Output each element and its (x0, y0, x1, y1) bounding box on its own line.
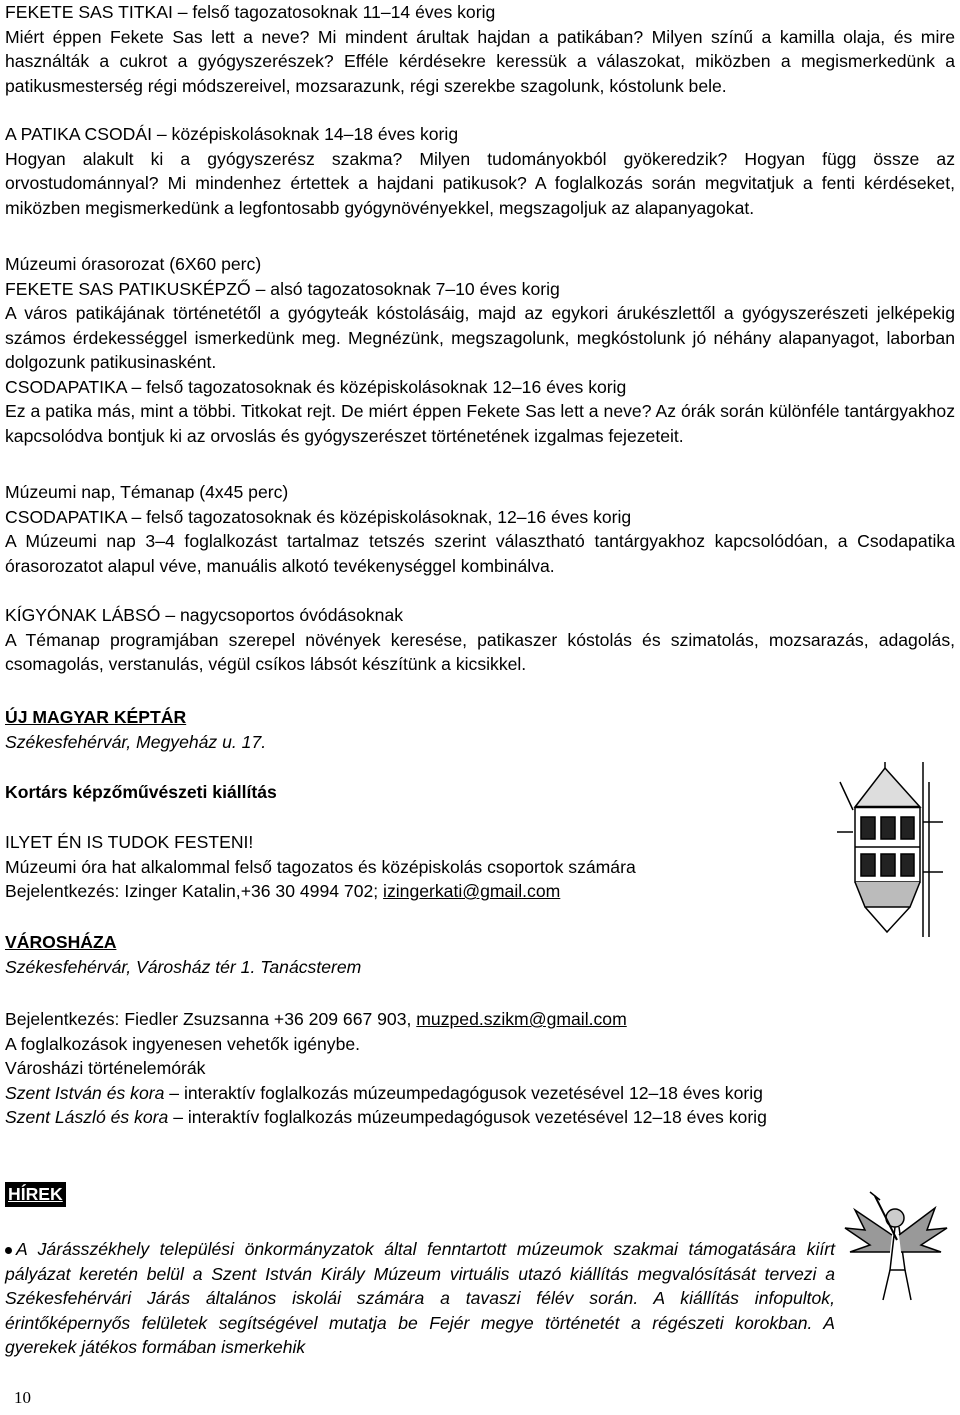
muzped-email-link[interactable]: muzped.szikm@gmail.com (416, 1009, 627, 1029)
ilyet-en-is-tudok-title: ILYET ÉN IS TUDOK FESTENI! (5, 832, 254, 852)
varoshaza-series-title: Városházi történelemórák (5, 1058, 206, 1078)
registration-label: Bejelentkezés: Izinger Katalin,+36 30 4994 702; (5, 881, 384, 901)
section-heading-a-patika-csodai: A PATIKA CSODÁI – középiskolásoknak 14–18 éves korig (5, 124, 459, 144)
section-body-fekete-sas-titkai: Miért éppen Fekete Sas lett a neve? Mi mindent árultak hajdan a patikában? Milyen színű a kamilla olaja, és mire használták a cukrot a gyógyszerészek? Efféle kérdésekre keressük a válaszokat, miközben a megismerkedünk a patikusmesterség régi módszereivel, mozsarazunk, régi szerekbe szagolunk, kóstolunk bele. (5, 26, 955, 96)
page-number: 10 (14, 1388, 31, 1407)
csodapatika-body: Ez a patika más, mint a többi. Titkokat rejt. De miért éppen Fekete Sas lett a neve? Az órák során különféle tantárgyakhoz kapcsolódva bontjuk ki az orvoslás és gyógyszerészet történetének izgalmas fejezeteit. (5, 401, 955, 446)
bay-window-building-drawing (825, 762, 945, 937)
section-body-a-patika-csodai: Hogyan alakult ki a gyógyszerész szakma? Milyen tudományokból gyökeredzik? Hogyan függ össze az orvostudománnyal? Mi mindenhez értettek a hajdani patikusok? A foglalkozás során megvitatjuk a fenti kérdéseket, miközben megismerkedünk a legfontosabb gyógynövényekkel, megszagoljuk az alapanyagokat. (5, 148, 955, 218)
uj-magyar-keptar-address: Székesfehérvár, Megyeház u. 17. (5, 732, 267, 752)
varoshaza-registration (5, 1007, 627, 1032)
varoshaza-item-desc: – interaktív foglalkozás múzeumpedagógusok vezetésével 12–18 éves korig (164, 1082, 763, 1103)
hirek-text: A Járásszékhely települési önkormányzatok által fenntartott múzeumok szakmai támogatására kiírt pályázat keretén belül a Szent István Király Múzeum virtuális utazó kiállítás megvalósítását tervezi a Székesfehérvári Járás általános iskolái számára a tavaszi félév során. A kiállítás infopultok, érintőképernyős felületek segítségével mutatja be Fejér megye történetét a régészeti korokban. A gyerekek játékos formában ismerkehik (5, 1239, 835, 1357)
winged-figure-drawing (835, 1190, 955, 1305)
hirek-news-item (5, 1237, 955, 1360)
patikuskepzo-body: A város patikájának történetétől a gyógyteák kóstolásáig, majd az egykori árukészlettől a gyógyszerészeti jelképekig számos érdekességgel ismerkedünk meg. Megnézünk, megszagolunk, megkóstolunk jó néhány alapanyagot, laborban dolgozunk patikusinasként. (5, 303, 955, 372)
uj-magyar-keptar-registration (5, 879, 560, 904)
hirek-title: HÍREK (5, 1182, 66, 1207)
hirek-heading (5, 1182, 66, 1207)
registration-label: Bejelentkezés: Fiedler Zsuzsanna +36 209 667 903, (5, 1009, 417, 1029)
varoshaza-item-title: Szent László és kora (5, 1107, 169, 1127)
patikuskepzo-heading: FEKETE SAS PATIKUSKÉPZŐ – alsó tagozatosoknak 7–10 éves korig (5, 278, 560, 299)
muzeumi-orasorozat-heading: Múzeumi órasorozat (6X60 perc) (5, 254, 262, 274)
bullet-icon (5, 1247, 12, 1254)
varoshaza-item-desc: – interaktív foglalkozás múzeumpedagógusok vezetésével 12–18 éves korig (168, 1107, 767, 1127)
varoshaza-free-note: A foglalkozások ingyenesen vehetők igénybe. (5, 1033, 361, 1054)
kigyonak-labso-heading: KÍGYÓNAK LÁBSÓ – nagycsoportos óvódásoknak (5, 605, 404, 625)
uj-magyar-keptar-title: ÚJ MAGYAR KÉPTÁR (5, 707, 187, 727)
csodapatika-nap-body: A Múzeumi nap 3–4 foglalkozást tartalmaz tetszés szerint választható tantárgyakhoz kapcsolódóan, a Csodapatika órasorozatot alapul véve, manuális alkotó tevékenységgel kombinálva. (5, 531, 955, 576)
ilyet-en-is-tudok-desc: Múzeumi óra hat alkalommal felső tagozatos és középiskolás csoportok számára (5, 856, 636, 877)
varoshaza-address: Székesfehérvár, Városház tér 1. Tanácsterem (5, 957, 362, 977)
csodapatika-nap-heading: CSODAPATIKA – felső tagozatosoknak és középiskolásoknak, 12–16 éves korig (5, 506, 632, 527)
uj-magyar-keptar-exhibition: Kortárs képzőművészeti kiállítás (5, 782, 277, 802)
varoshaza-title: VÁROSHÁZA (5, 932, 117, 952)
muzeumi-nap-heading: Múzeumi nap, Témanap (4x45 perc) (5, 482, 289, 502)
varoshaza-item-title: Szent István és kora (5, 1082, 165, 1103)
varoshaza-item (5, 1105, 767, 1130)
varoshaza-item (5, 1081, 763, 1106)
kigyonak-labso-body: A Témanap programjában szerepel növények keresése, patikaszer kóstolás és szimatolás, mozsarazás, adagolás, csomagolás, verstanulás, végül csíkos lábsót készítünk a kicsikkel. (5, 629, 955, 674)
izinger-email-link[interactable]: izingerkati@gmail.com (383, 881, 561, 901)
csodapatika-heading: CSODAPATIKA – felső tagozatosoknak és középiskolásoknak 12–16 éves korig (5, 376, 627, 397)
section-heading-fekete-sas-titkai: FEKETE SAS TITKAI – felső tagozatosoknak 11–14 éves korig (5, 2, 496, 22)
